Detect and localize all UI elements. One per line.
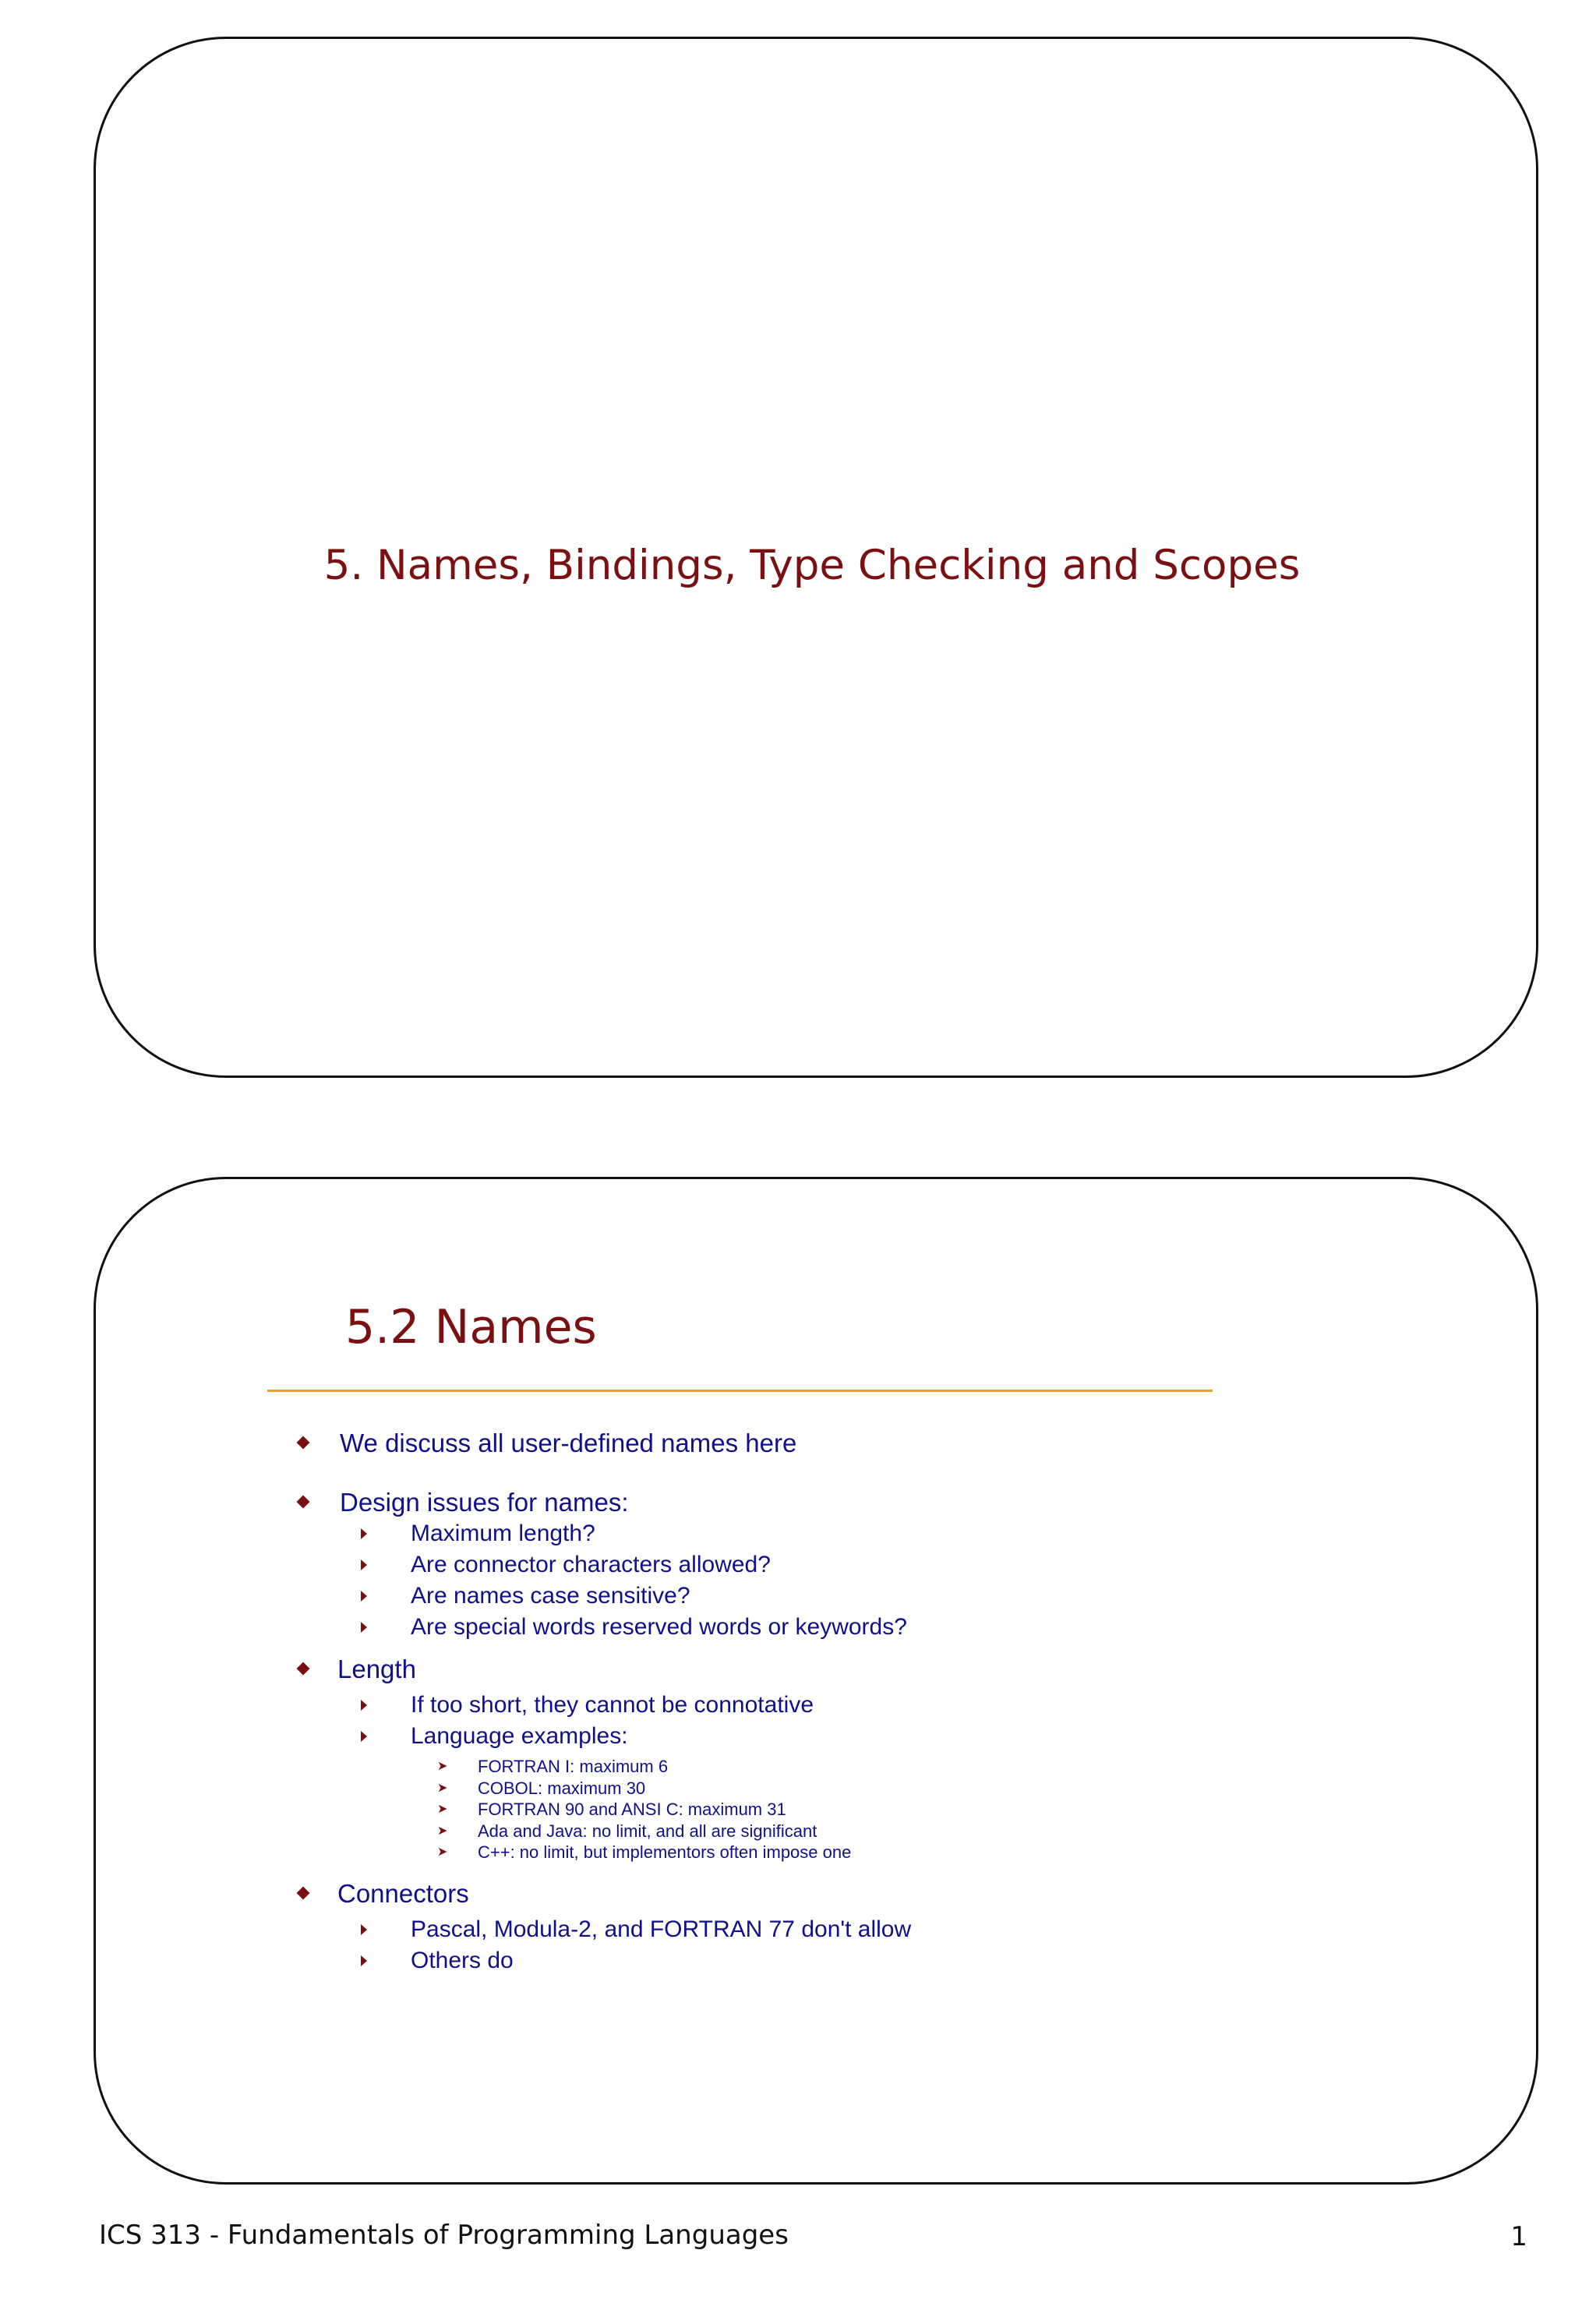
triangle-bullet-icon — [361, 1559, 367, 1570]
sub-sub-bullet-text: COBOL: maximum 30 — [478, 1778, 646, 1798]
slide-2-title: 5.2 Names — [345, 1300, 597, 1355]
sub-bullet-text: Pascal, Modula-2, and FORTRAN 77 don't allow — [411, 1916, 912, 1942]
sub-sub-bullet-item — [345, 1799, 1358, 1821]
arrow-bullet-icon: ➤ — [437, 1781, 448, 1795]
arrow-bullet-icon: ➤ — [437, 1803, 448, 1816]
triangle-bullet-icon — [361, 1528, 367, 1539]
slide-2 — [94, 1177, 1538, 2185]
slide-1 — [94, 37, 1538, 1078]
diamond-bullet-icon — [297, 1662, 310, 1676]
slide-1-title — [96, 39, 1536, 589]
sub-sub-bullet-item — [345, 1778, 1358, 1800]
diamond-bullet-icon — [297, 1496, 310, 1509]
sub-sub-bullet-item — [345, 1842, 1358, 1863]
sub-sub-bullet-text: C++: no limit, but implementors often impose one — [478, 1842, 852, 1862]
sub-bullet-item — [345, 1583, 1358, 1609]
sub-bullet-text: Maximum length? — [411, 1521, 595, 1546]
sub-sub-bullet-text: FORTRAN 90 and ANSI C: maximum 31 — [478, 1800, 786, 1819]
triangle-bullet-icon — [361, 1591, 367, 1602]
bullet-text: Design issues for names: — [340, 1488, 629, 1517]
footer-course-name: ICS 313 - Fundamentals of Programming Languages — [99, 2220, 789, 2251]
diamond-bullet-icon — [297, 1436, 310, 1450]
slide-2-content — [337, 1429, 1358, 1973]
triangle-bullet-icon — [361, 1955, 367, 1966]
sub-bullet-item — [345, 1948, 1358, 1974]
bullet-item — [340, 1488, 1358, 1517]
slide-1-title-text: 5. Names, Bindings, Type Checking and Scopes — [323, 542, 1301, 589]
triangle-bullet-icon — [361, 1700, 367, 1711]
bullet-text: Connectors — [337, 1878, 469, 1908]
bullet-item — [337, 1655, 1358, 1684]
sub-bullet-text: Language examples: — [411, 1723, 628, 1749]
triangle-bullet-icon — [361, 1622, 367, 1633]
title-underline — [267, 1390, 1213, 1392]
sub-bullet-item — [345, 1723, 1358, 1750]
arrow-bullet-icon: ➤ — [437, 1824, 448, 1838]
sub-bullet-text: Are connector characters allowed? — [411, 1552, 771, 1577]
sub-sub-bullet-item — [345, 1821, 1358, 1842]
sub-bullet-item — [345, 1552, 1358, 1578]
sub-bullet-item — [345, 1916, 1358, 1943]
diamond-bullet-icon — [297, 1886, 310, 1899]
sub-sub-bullet-text: FORTRAN I: maximum 6 — [478, 1757, 669, 1776]
bullet-item — [337, 1879, 1358, 1909]
arrow-bullet-icon: ➤ — [437, 1760, 448, 1773]
triangle-bullet-icon — [361, 1924, 367, 1935]
sub-bullet-text: Are special words reserved words or keywords? — [411, 1614, 907, 1640]
sub-sub-bullet-text: Ada and Java: no limit, and all are significant — [478, 1821, 817, 1841]
sub-sub-bullet-item — [345, 1756, 1358, 1778]
bullet-text: We discuss all user-defined names here — [340, 1429, 797, 1457]
page-number: 1 — [1510, 2221, 1527, 2252]
bullet-text: Length — [337, 1655, 416, 1683]
sub-bullet-text: Are names case sensitive? — [411, 1583, 690, 1609]
arrow-bullet-icon: ➤ — [437, 1846, 448, 1859]
sub-bullet-text: If too short, they cannot be connotative — [411, 1692, 814, 1718]
triangle-bullet-icon — [361, 1731, 367, 1742]
sub-bullet-item — [345, 1692, 1358, 1718]
bullet-item — [340, 1429, 1358, 1458]
sub-bullet-text: Others do — [411, 1947, 514, 1973]
sub-bullet-item — [345, 1521, 1358, 1547]
sub-bullet-item — [345, 1614, 1358, 1641]
